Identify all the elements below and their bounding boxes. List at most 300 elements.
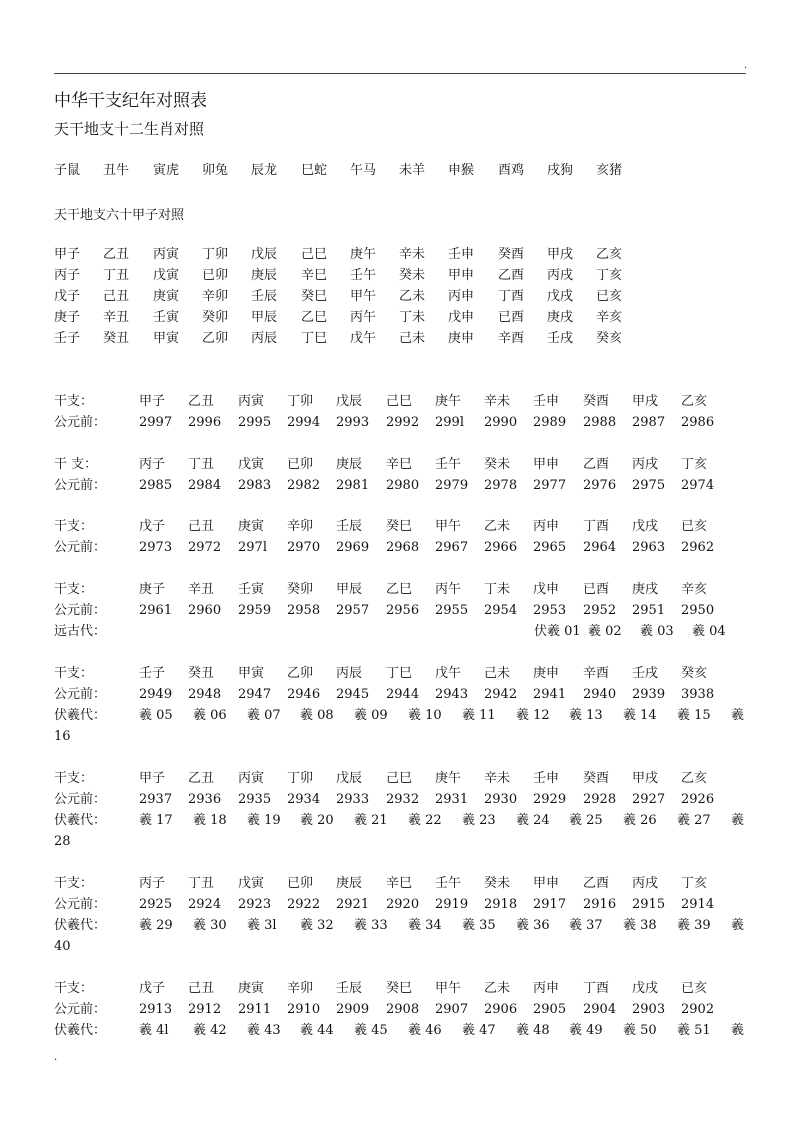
ganzhi-cell: 壬戌 [632,666,659,681]
sexagenary-cell: 丁丑 [103,268,130,283]
sexagenary-cell: 丙寅 [153,247,180,262]
year-cell: 2918 [484,897,518,912]
fuxi-cell: 羲 24 [516,813,550,828]
sexagenary-cell: 甲寅 [153,331,180,346]
year-cell: 2997 [139,415,173,430]
fuxi-cell: 羲 50 [623,1023,657,1038]
year-cell: 2987 [632,415,666,430]
fuxi-cell: 羲 34 [408,918,442,933]
ganzhi-cell: 戊子 [139,519,166,534]
year-cell: 2986 [681,415,715,430]
year-cell: 2925 [139,897,173,912]
year-cell: 2926 [681,792,715,807]
ganzhi-cell: 辛亥 [681,582,708,597]
year-label: 公元前： [54,687,107,702]
year-cell: 2945 [336,687,370,702]
ganzhi-cell: 壬辰 [336,981,363,996]
ganzhi-cell: 甲辰 [336,582,363,597]
fuxi-cell: 羲 06 [193,708,227,723]
ganzhi-cell: 庚寅 [238,519,265,534]
sexagenary-cell: 壬戌 [547,331,574,346]
sexagenary-cell: 己未 [399,331,426,346]
ganzhi-cell: 丁丑 [188,876,215,891]
year-cell: 2954 [484,603,518,618]
ganzhi-cell: 戊午 [435,666,462,681]
ganzhi-cell: 庚戌 [632,582,659,597]
fuxi-cell: 羲 [731,918,745,933]
sexagenary-cell: 庚戌 [547,310,574,325]
year-cell: 2982 [287,478,321,493]
sexagenary-cell: 戊辰 [251,247,278,262]
sexagenary-cell: 甲子 [54,247,81,262]
year-cell: 2946 [287,687,321,702]
ganzhi-label: 干支： [54,519,94,534]
year-label: 公元前： [54,603,107,618]
year-cell: 2980 [386,478,420,493]
year-cell: 2932 [386,792,420,807]
fuxi-cell: 羲 46 [408,1023,442,1038]
ganzhi-cell: 庚寅 [238,981,265,996]
sexagenary-cell: 癸酉 [498,247,525,262]
ganzhi-cell: 已亥 [681,519,708,534]
sexagenary-cell: 丁卯 [202,247,229,262]
ganzhi-cell: 己未 [484,666,511,681]
year-cell: 2923 [238,897,272,912]
year-cell: 2911 [238,1002,272,1017]
sexagenary-cell: 戊寅 [153,268,180,283]
ganzhi-label: 干支： [54,582,94,597]
ganzhi-cell: 戊申 [533,582,560,597]
sexagenary-cell: 己丑 [103,289,130,304]
fuxi-cell: 羲 47 [462,1023,496,1038]
ganzhi-cell: 乙未 [484,981,511,996]
ganzhi-cell: 甲戌 [632,771,659,786]
ganzhi-cell: 甲寅 [238,666,265,681]
year-cell: 2921 [336,897,370,912]
fuxi-wrap: 28 [54,834,71,849]
zodiac-item: 丑牛 [103,163,130,178]
sexagenary-cell: 壬午 [350,268,377,283]
ganzhi-cell: 已酉 [583,582,610,597]
ganzhi-cell: 丁卯 [287,394,314,409]
sexagenary-cell: 己巳 [301,247,328,262]
ancient-cell: 羲 02 [588,624,622,639]
sexagenary-cell: 癸丑 [103,331,130,346]
fuxi-cell: 羲 38 [623,918,657,933]
ganzhi-cell: 癸卯 [287,582,314,597]
zodiac-item: 卯兔 [202,163,229,178]
sexagenary-cell: 丙辰 [251,331,278,346]
sexagenary-cell: 乙卯 [202,331,229,346]
sexagenary-cell: 甲午 [350,289,377,304]
ganzhi-label: 干支： [54,876,94,891]
ganzhi-cell: 癸酉 [583,771,610,786]
year-cell: 2976 [583,478,617,493]
ganzhi-cell: 壬午 [435,457,462,472]
fuxi-cell: 羲 45 [354,1023,388,1038]
year-cell: 2948 [188,687,222,702]
year-cell: 2964 [583,540,617,555]
sexagenary-cell: 庚寅 [153,289,180,304]
fuxi-cell: 羲 35 [462,918,496,933]
year-cell: 2930 [484,792,518,807]
ganzhi-label: 干支： [54,394,94,409]
year-label: 公元前： [54,540,107,555]
fuxi-cell: 羲 39 [677,918,711,933]
ganzhi-cell: 乙卯 [287,666,314,681]
fuxi-cell: 羲 18 [193,813,227,828]
sexagenary-cell: 乙丑 [103,247,130,262]
fuxi-cell: 羲 17 [139,813,173,828]
year-cell: 2937 [139,792,173,807]
sexagenary-cell: 丁巳 [301,331,328,346]
corner-mark: . [744,60,748,71]
fuxi-cell: 羲 14 [623,708,657,723]
fuxi-cell: 羲 36 [516,918,550,933]
fuxi-cell: 羲 23 [462,813,496,828]
year-cell: 2988 [583,415,617,430]
ganzhi-cell: 甲子 [139,771,166,786]
year-cell: 2933 [336,792,370,807]
year-cell: 2961 [139,603,173,618]
sexagenary-cell: 庚午 [350,247,377,262]
year-cell: 2934 [287,792,321,807]
fuxi-wrap: 16 [54,729,71,744]
sexagenary-cell: 癸未 [399,268,426,283]
year-cell: 2979 [435,478,469,493]
ganzhi-cell: 癸亥 [681,666,708,681]
ganzhi-cell: 丙寅 [238,771,265,786]
ganzhi-cell: 丁未 [484,582,511,597]
ganzhi-cell: 己巳 [386,394,413,409]
ganzhi-cell: 乙丑 [188,394,215,409]
fuxi-cell: 羲 42 [193,1023,227,1038]
zodiac-item: 辰龙 [251,163,278,178]
ganzhi-cell: 丁酉 [583,981,610,996]
year-cell: 2983 [238,478,272,493]
ganzhi-cell: 丙辰 [336,666,363,681]
ganzhi-cell: 癸丑 [188,666,215,681]
fuxi-cell: 羲 [731,1023,745,1038]
fuxi-cell: 羲 43 [247,1023,281,1038]
year-label: 公元前： [54,792,107,807]
sexagenary-cell: 乙亥 [596,247,623,262]
ganzhi-cell: 丙子 [139,457,166,472]
fuxi-cell: 羲 4l [139,1023,169,1038]
sexagenary-cell: 壬申 [448,247,475,262]
ganzhi-cell: 乙丑 [188,771,215,786]
sexagenary-cell: 辛未 [399,247,426,262]
ganzhi-cell: 丁酉 [583,519,610,534]
ganzhi-cell: 辛未 [484,771,511,786]
ganzhi-cell: 已卯 [287,876,314,891]
ganzhi-cell: 己丑 [188,981,215,996]
year-cell: 2984 [188,478,222,493]
ganzhi-label: 干支： [54,771,94,786]
ganzhi-cell: 丙寅 [238,394,265,409]
sexagenary-cell: 癸亥 [596,331,623,346]
ganzhi-cell: 癸巳 [386,981,413,996]
ganzhi-cell: 壬午 [435,876,462,891]
ganzhi-cell: 甲午 [435,981,462,996]
ganzhi-cell: 辛卯 [287,519,314,534]
sexagenary-cell: 辛卯 [202,289,229,304]
year-cell: 2963 [632,540,666,555]
year-cell: 2907 [435,1002,469,1017]
ganzhi-cell: 丁丑 [188,457,215,472]
ganzhi-cell: 壬子 [139,666,166,681]
year-label: 公元前： [54,897,107,912]
ganzhi-cell: 戊戌 [632,519,659,534]
sexagenary-cell: 戊子 [54,289,81,304]
year-cell: 2909 [336,1002,370,1017]
ganzhi-cell: 乙巳 [386,582,413,597]
year-cell: 2950 [681,603,715,618]
sexagenary-cell: 甲申 [448,268,475,283]
year-cell: 2942 [484,687,518,702]
fuxi-cell: 羲 19 [247,813,281,828]
fuxi-cell: 羲 44 [300,1023,334,1038]
ganzhi-cell: 戊子 [139,981,166,996]
ganzhi-cell: 乙酉 [583,876,610,891]
sexagenary-cell: 已亥 [596,289,623,304]
ganzhi-cell: 庚子 [139,582,166,597]
ganzhi-cell: 辛丑 [188,582,215,597]
ganzhi-cell: 甲申 [533,876,560,891]
year-cell: 2917 [533,897,567,912]
sexagenary-cell: 丁酉 [498,289,525,304]
ganzhi-cell: 甲午 [435,519,462,534]
year-cell: 2975 [632,478,666,493]
section-title-sexagenary: 天干地支六十甲子对照 [54,208,185,223]
sexagenary-cell: 甲戌 [547,247,574,262]
year-cell: 2920 [386,897,420,912]
ganzhi-cell: 乙亥 [681,394,708,409]
fuxi-cell: 羲 48 [516,1023,550,1038]
year-cell: 2972 [188,540,222,555]
fuxi-cell: 羲 3l [247,918,277,933]
year-cell: 2910 [287,1002,321,1017]
fuxi-cell: 羲 29 [139,918,173,933]
fuxi-cell: 羲 22 [408,813,442,828]
sexagenary-cell: 戊午 [350,331,377,346]
year-label: 公元前： [54,478,107,493]
ganzhi-cell: 癸巳 [386,519,413,534]
ganzhi-cell: 癸未 [484,876,511,891]
year-cell: 2940 [583,687,617,702]
ganzhi-cell: 甲戌 [632,394,659,409]
sexagenary-cell: 辛酉 [498,331,525,346]
year-cell: 2919 [435,897,469,912]
ganzhi-cell: 辛酉 [583,666,610,681]
year-cell: 2924 [188,897,222,912]
year-cell: 2943 [435,687,469,702]
sexagenary-cell: 壬子 [54,331,81,346]
zodiac-item: 戌狗 [547,163,574,178]
year-cell: 2955 [435,603,469,618]
year-cell: 2915 [632,897,666,912]
year-cell: 2965 [533,540,567,555]
zodiac-item: 申猴 [448,163,475,178]
ganzhi-cell: 丁巳 [386,666,413,681]
year-cell: 2939 [632,687,666,702]
ganzhi-cell: 丙戌 [632,457,659,472]
year-cell: 2913 [139,1002,173,1017]
year-cell: 2912 [188,1002,222,1017]
ganzhi-cell: 辛卯 [287,981,314,996]
page-subtitle: 天干地支十二生肖对照 [54,120,205,138]
year-cell: 2916 [583,897,617,912]
year-cell: 299l [435,415,464,430]
footer-mark: . [54,1052,58,1063]
year-cell: 2905 [533,1002,567,1017]
fuxi-cell: 羲 05 [139,708,173,723]
fuxi-cell: 羲 30 [193,918,227,933]
ganzhi-label: 干 支： [54,457,98,472]
sexagenary-cell: 壬辰 [251,289,278,304]
sexagenary-cell: 丙戌 [547,268,574,283]
sexagenary-cell: 已卯 [202,268,229,283]
sexagenary-cell: 辛巳 [301,268,328,283]
sexagenary-cell: 庚申 [448,331,475,346]
year-label: 公元前： [54,415,107,430]
year-cell: 2993 [336,415,370,430]
ganzhi-cell: 已卯 [287,457,314,472]
year-cell: 2949 [139,687,173,702]
sexagenary-cell: 辛丑 [103,310,130,325]
year-cell: 2977 [533,478,567,493]
year-label: 公元前： [54,1002,107,1017]
fuxi-cell: 羲 51 [677,1023,711,1038]
ganzhi-cell: 丙申 [533,519,560,534]
fuxi-label: 伏羲代： [54,918,107,933]
ganzhi-cell: 戊寅 [238,876,265,891]
year-cell: 2957 [336,603,370,618]
year-cell: 2990 [484,415,518,430]
year-cell: 2959 [238,603,272,618]
ganzhi-cell: 戊戌 [632,981,659,996]
year-cell: 2989 [533,415,567,430]
year-cell: 2902 [681,1002,715,1017]
year-cell: 2981 [336,478,370,493]
ganzhi-cell: 庚申 [533,666,560,681]
year-cell: 2928 [583,792,617,807]
year-cell: 2941 [533,687,567,702]
fuxi-cell: 羲 27 [677,813,711,828]
year-cell: 2947 [238,687,272,702]
fuxi-cell: 羲 12 [516,708,550,723]
fuxi-cell: 羲 21 [354,813,388,828]
year-cell: 2992 [386,415,420,430]
fuxi-cell: 羲 26 [623,813,657,828]
ganzhi-cell: 乙亥 [681,771,708,786]
year-cell: 2968 [386,540,420,555]
ganzhi-cell: 甲申 [533,457,560,472]
ganzhi-cell: 壬申 [533,394,560,409]
year-cell: 2970 [287,540,321,555]
year-cell: 2969 [336,540,370,555]
zodiac-item: 寅虎 [153,163,180,178]
zodiac-item: 酉鸡 [498,163,525,178]
fuxi-label: 伏羲代： [54,708,107,723]
ganzhi-cell: 庚辰 [336,457,363,472]
ganzhi-cell: 丙子 [139,876,166,891]
year-cell: 2978 [484,478,518,493]
ganzhi-cell: 己巳 [386,771,413,786]
fuxi-cell: 羲 20 [300,813,334,828]
year-cell: 2966 [484,540,518,555]
year-cell: 2956 [386,603,420,618]
sexagenary-cell: 戊戌 [547,289,574,304]
sexagenary-cell: 丁未 [399,310,426,325]
year-cell: 2967 [435,540,469,555]
fuxi-cell: 羲 25 [569,813,603,828]
fuxi-cell: 羲 11 [462,708,496,723]
year-cell: 2952 [583,603,617,618]
ganzhi-cell: 丙戌 [632,876,659,891]
year-cell: 2944 [386,687,420,702]
fuxi-cell: 羲 32 [300,918,334,933]
year-cell: 2914 [681,897,715,912]
year-cell: 2994 [287,415,321,430]
year-cell: 2936 [188,792,222,807]
year-cell: 2996 [188,415,222,430]
sexagenary-cell: 乙巳 [301,310,328,325]
year-cell: 2906 [484,1002,518,1017]
fuxi-cell: 羲 15 [677,708,711,723]
ganzhi-label: 干支： [54,666,94,681]
zodiac-item: 亥猪 [596,163,623,178]
sexagenary-cell: 壬寅 [153,310,180,325]
year-cell: 2973 [139,540,173,555]
fuxi-cell: 羲 [731,708,745,723]
year-cell: 2904 [583,1002,617,1017]
fuxi-cell: 羲 10 [408,708,442,723]
year-cell: 2953 [533,603,567,618]
fuxi-cell: 羲 09 [354,708,388,723]
zodiac-item: 未羊 [399,163,426,178]
year-cell: 2958 [287,603,321,618]
year-cell: 2962 [681,540,715,555]
ganzhi-cell: 已亥 [681,981,708,996]
ganzhi-cell: 丁卯 [287,771,314,786]
ganzhi-label: 干支： [54,981,94,996]
year-cell: 2960 [188,603,222,618]
fuxi-cell: 羲 08 [300,708,334,723]
fuxi-cell: 羲 13 [569,708,603,723]
ganzhi-cell: 庚午 [435,394,462,409]
sexagenary-cell: 戊申 [448,310,475,325]
year-cell: 2935 [238,792,272,807]
sexagenary-cell: 癸卯 [202,310,229,325]
ancient-cell: 伏羲 01 [534,624,581,639]
zodiac-item: 子鼠 [54,163,81,178]
fuxi-cell: 羲 [731,813,745,828]
sexagenary-cell: 丙子 [54,268,81,283]
sexagenary-cell: 丁亥 [596,268,623,283]
sexagenary-cell: 乙未 [399,289,426,304]
year-cell: 2908 [386,1002,420,1017]
sexagenary-cell: 庚辰 [251,268,278,283]
ganzhi-cell: 庚午 [435,771,462,786]
year-cell: 3938 [681,687,715,702]
fuxi-cell: 羲 37 [569,918,603,933]
fuxi-cell: 羲 33 [354,918,388,933]
ganzhi-cell: 丙午 [435,582,462,597]
ganzhi-cell: 己丑 [188,519,215,534]
ganzhi-cell: 戊辰 [336,771,363,786]
year-cell: 297l [238,540,267,555]
